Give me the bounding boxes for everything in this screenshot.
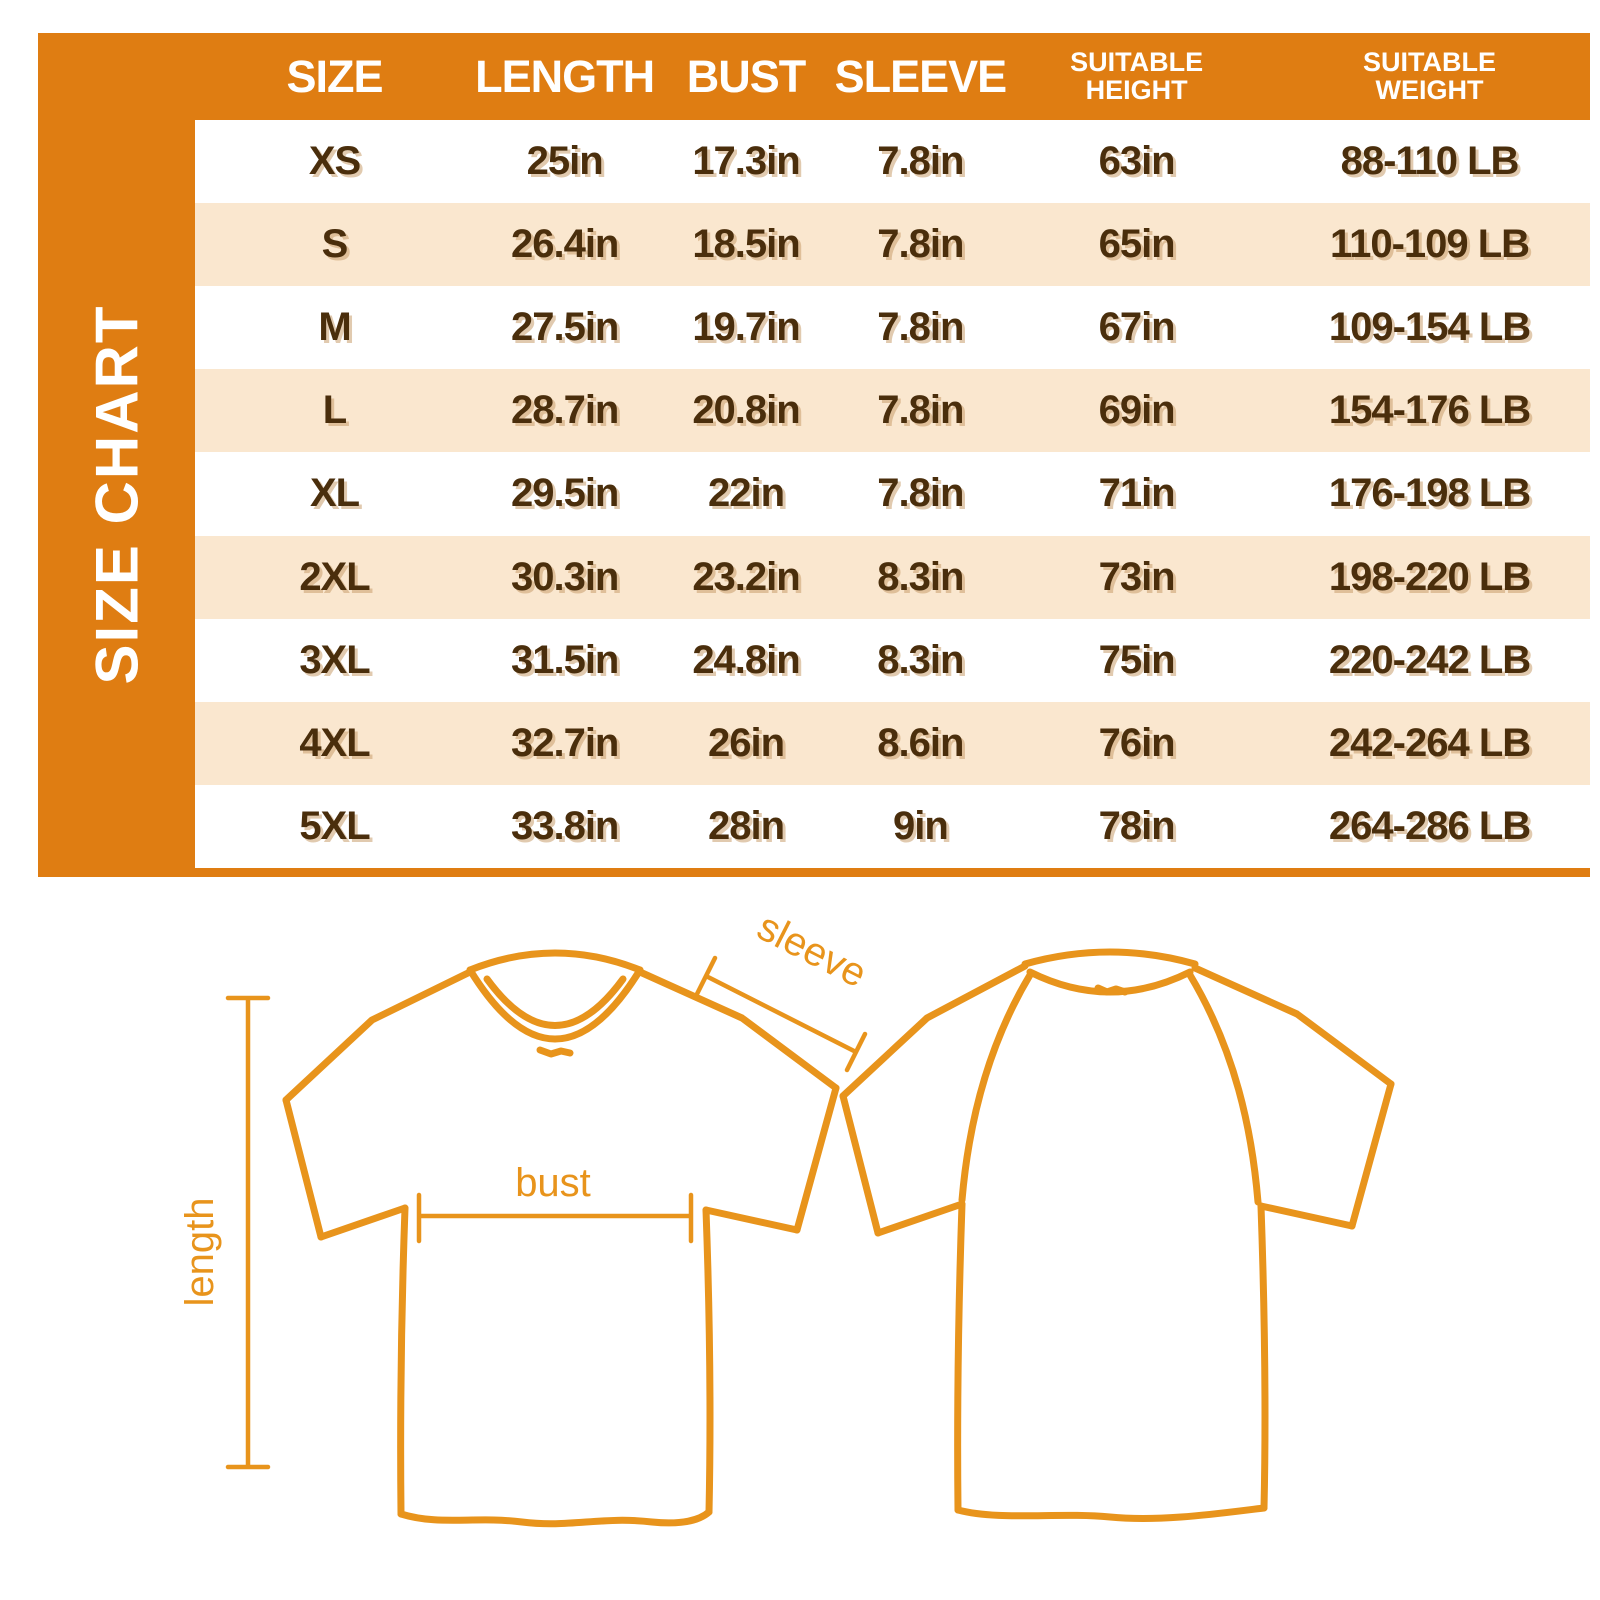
cell-height: 67in [1098,305,1175,350]
cell-height: 78in [1098,803,1175,848]
cell-bust: 28in [707,803,785,848]
column-header-bust [655,33,836,120]
cell-sleeve: 7.8in [877,222,964,267]
column-header-label: SUITABLE [1363,46,1497,77]
table-header-row [195,33,1590,120]
cell-length: 28.7in [510,388,619,433]
table-row [195,702,1590,785]
column-header-label: LENGTH [475,50,655,102]
cell-height: 69in [1098,388,1175,433]
cell-weight: 110-109 LB [1330,222,1530,267]
cell-sleeve: 7.8in [877,305,964,350]
cell-length: 30.3in [510,554,619,599]
cell-weight: 242-264 LB [1328,720,1531,765]
cell-sleeve: 9in [892,803,948,848]
cell-weight: 176-198 LB [1328,471,1531,516]
cell-length: 29.5in [510,471,619,516]
cell-sleeve: 7.8in [877,139,964,184]
cell-bust: 20.8in [692,388,800,433]
column-header-suitable-height [1004,33,1269,120]
cell-height: 76in [1098,720,1175,765]
table-row [195,452,1590,535]
cell-size: S [321,222,348,267]
table-row [195,619,1590,702]
cell-sleeve: 8.3in [877,554,964,599]
column-header-size [195,33,474,120]
column-header-label: BUST [686,50,806,102]
cell-length: 33.8in [510,803,619,848]
table-row [195,369,1590,452]
length-measure [178,998,268,1467]
cell-height: 63in [1098,139,1175,184]
cell-size: XL [309,471,360,516]
cell-length: 26.4in [510,222,619,267]
back-shirt-outline [843,952,1391,1518]
table-row [195,785,1590,868]
cell-size: 5XL [299,803,370,848]
cell-weight: 264-286 LB [1328,803,1531,848]
sleeve-label: sleeve [750,904,874,997]
cell-bust: 17.3in [692,139,800,184]
cell-weight: 88-110 LB [1340,139,1519,184]
cell-height: 73in [1098,554,1175,599]
cell-size: 3XL [299,637,370,682]
page-title: SIZE CHART [83,304,150,684]
column-header-length [474,33,655,120]
table-row [195,203,1590,286]
bust-measure [419,1161,691,1241]
cell-length: 25in [526,139,603,184]
cell-height: 71in [1098,471,1175,516]
column-header-label: SUITABLE [1070,46,1204,77]
column-header-label: WEIGHT [1375,74,1484,105]
column-header-label: HEIGHT [1085,74,1188,105]
cell-sleeve: 7.8in [877,388,964,433]
front-shirt-outline [286,953,836,1524]
table-row [195,120,1590,203]
column-header-suitable-weight [1269,33,1590,120]
length-label: length [178,1197,222,1307]
cell-weight: 220-242 LB [1328,637,1531,682]
cell-height: 65in [1098,222,1175,267]
column-header-sleeve [834,33,1007,120]
cell-bust: 24.8in [692,637,800,682]
size-table [195,120,1590,868]
table-row [195,286,1590,369]
cell-bust: 23.2in [692,554,800,599]
cell-size: M [318,305,351,350]
column-header-label: SIZE [286,50,383,102]
cell-height: 75in [1098,637,1175,682]
cell-length: 27.5in [510,305,619,350]
cell-weight: 109-154 LB [1328,305,1531,350]
cell-length: 32.7in [510,720,619,765]
cell-size: 4XL [299,720,370,765]
cell-bust: 19.7in [692,305,800,350]
column-header-label: SLEEVE [834,50,1007,102]
cell-bust: 26in [707,720,785,765]
table-row [195,536,1590,619]
length-measure-line [228,998,268,1467]
sleeve-measure [697,905,873,1070]
cell-bust: 18.5in [692,222,800,267]
sidebar-title-panel [38,120,195,868]
cell-size: L [322,388,347,433]
cell-size: 2XL [299,554,370,599]
cell-weight: 154-176 LB [1328,388,1531,433]
bust-label: bust [515,1161,591,1205]
cell-sleeve: 8.3in [877,637,964,682]
cell-size: XS [308,139,361,184]
measurement-diagram [0,900,1600,1600]
cell-sleeve: 8.6in [877,720,964,765]
cell-weight: 198-220 LB [1328,554,1531,599]
cell-bust: 22in [707,471,785,516]
cell-length: 31.5in [510,637,619,682]
cell-sleeve: 7.8in [877,471,964,516]
